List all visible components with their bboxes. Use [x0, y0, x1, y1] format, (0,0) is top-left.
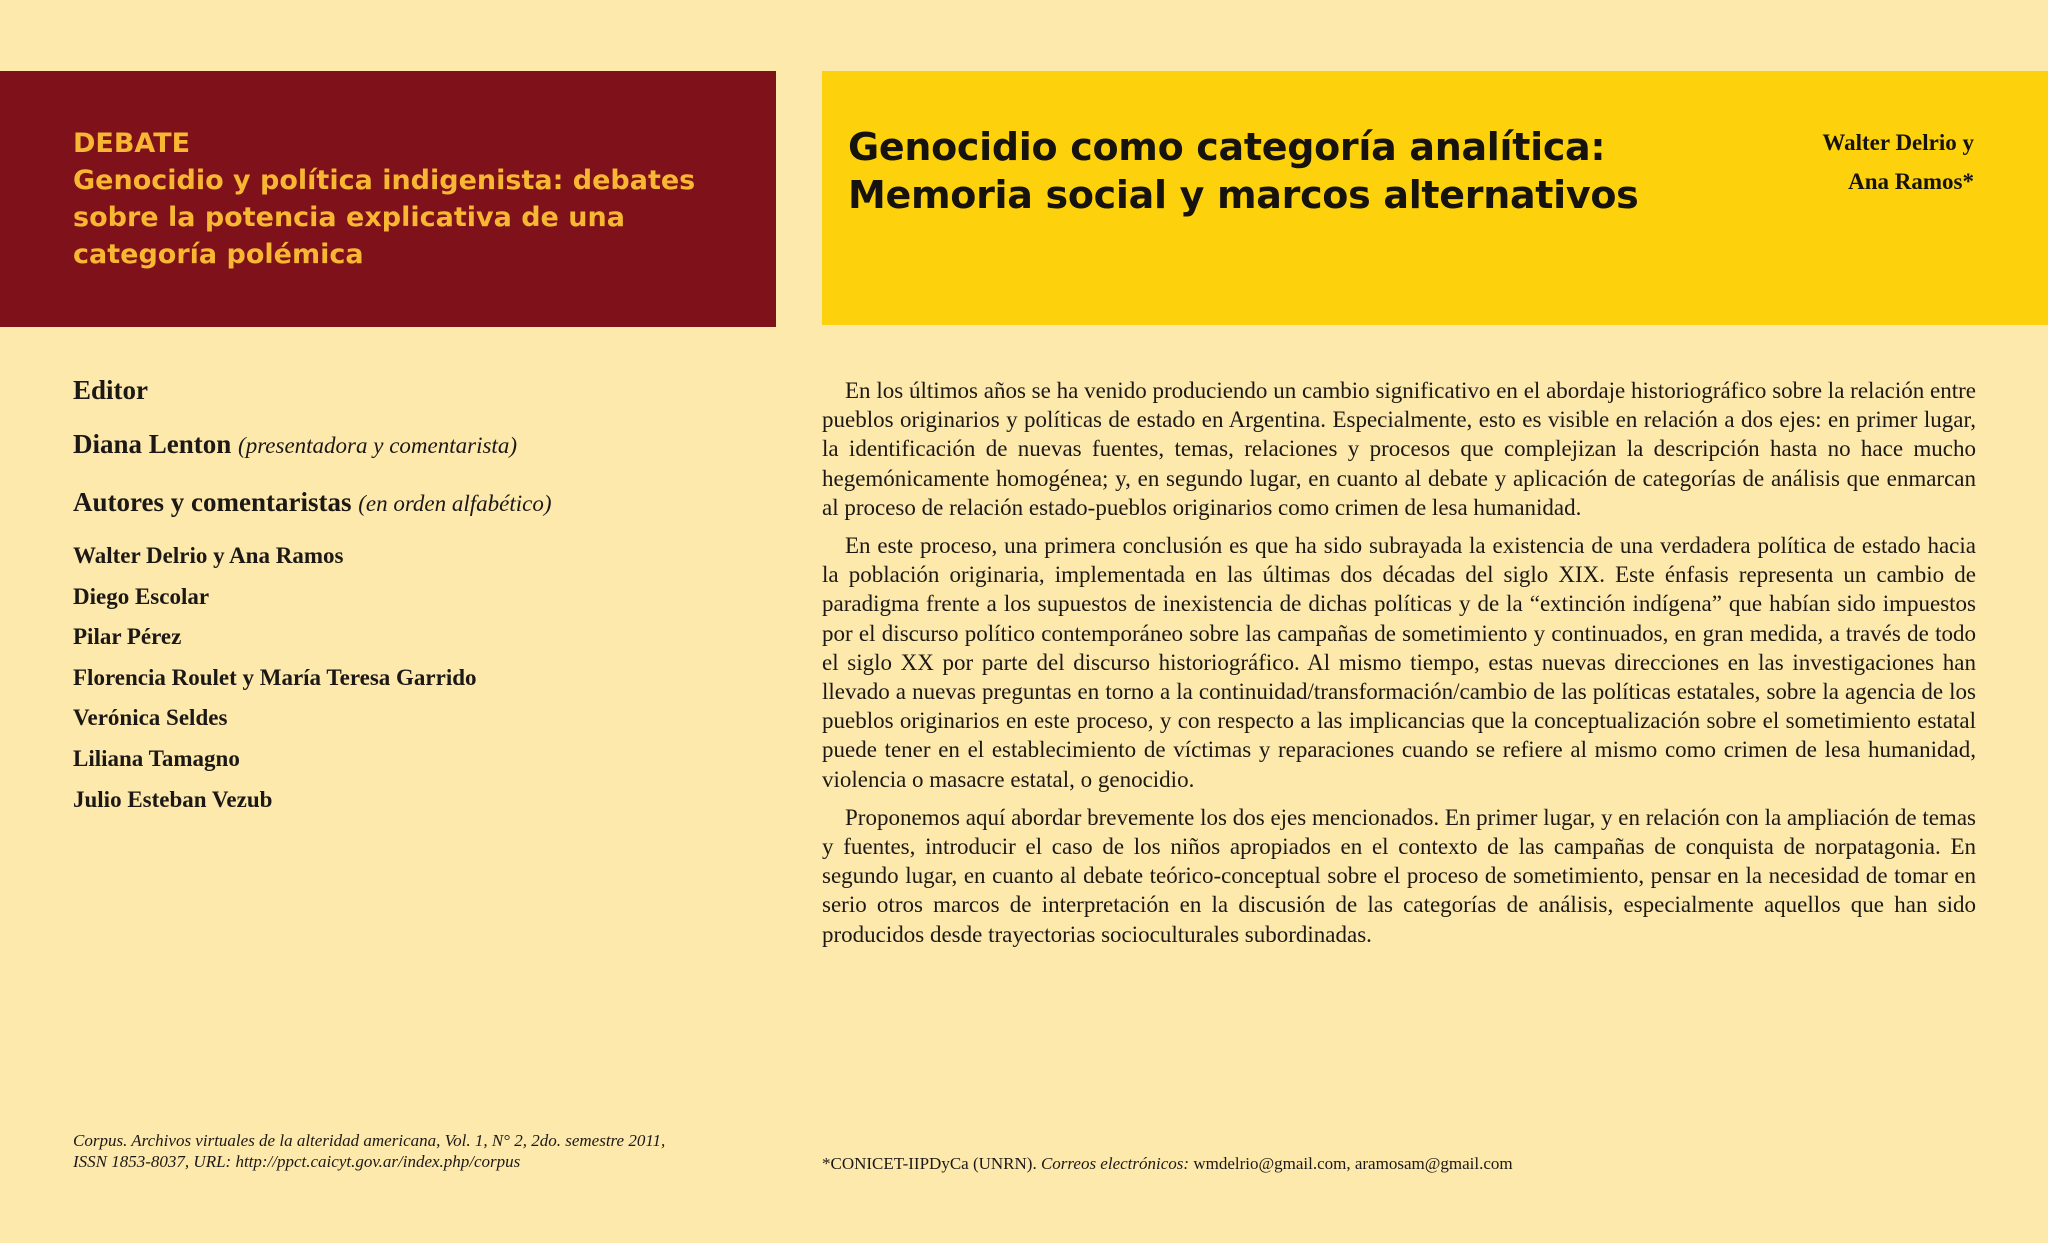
body-paragraph: En los últimos años se ha venido produciendo un cambio significativo en el abordaje historiográfico sobre la relación entre pueblos originarios y políticas de estado en Argentina. Especialmente, esto es visible en relación a dos ejes: en primer lugar, la identificación de nuevas fuentes, temas, relaciones y procesos que complejizan la descripción hasta no hace mucho hegemónicamente homogénea; y, en segundo lugar, en cuanto al debate y aplicación de categorías de análisis que enmarcan al proceso de relación estado-pueblos originarios como crimen de lesa humanidad. — [822, 378, 1976, 520]
section-banner — [0, 71, 776, 327]
editor-heading: Editor — [73, 375, 149, 405]
article-body — [822, 376, 1976, 958]
citation-line-1: Corpus. Archivos virtuales de la alteridad americana, Vol. 1, N° 2, 2do. semestre 2011, — [73, 1131, 666, 1150]
author-item: Diego Escolar — [73, 583, 210, 609]
author-item: Florencia Roulet y María Teresa Garrido — [73, 664, 477, 690]
journal-citation — [73, 1130, 753, 1172]
author-item: Pilar Pérez — [73, 624, 182, 650]
author-item: Julio Esteban Vezub — [73, 786, 273, 812]
authors-heading: Autores y comentaristas — [73, 487, 352, 517]
emails: wmdelrio@gmail.com, aramosam@gmail.com — [1193, 1154, 1513, 1173]
body-paragraph: En este proceso, una primera conclusión es que ha sido subrayada la existencia de una verdadera política de estado hacia la población originaria, implementada en las últimas dos décadas del siglo XIX. Este énfasis representa un cambio de paradigma frente a los supuestos de inexistencia de dichas políticas y de la “extinción indígena” que habían sido impuestos por el discurso político contemporáneo sobre las campañas de sometimiento y continuados, en gran medida, a través de todo el siglo XX por parte del discurso historiográfico. Al mismo tiempo, estas nuevas direcciones en las investigaciones han llevado a nuevas preguntas en torno a la continuidad/transformación/cambio de las políticas estatales, sobre la agencia de los pueblos originarios en este proceso, y con respecto a las implicancias que la conceptualización sobre el sometimiento estatal puede tener en el establecimiento de víctimas y reparaciones cuando se refiere al mismo como crimen de lesa humanidad, violencia o masacre estatal, o genocidio. — [822, 533, 1976, 792]
emails-label: Correos electrónicos: — [1040, 1154, 1190, 1173]
author-item: Liliana Tamagno — [73, 745, 240, 771]
article-authors — [1654, 123, 1974, 201]
article-author-line-1: Walter Delrio y — [1822, 130, 1974, 155]
authors-note: (en orden alfabético) — [358, 491, 552, 516]
editor-name: Diana Lenton — [73, 429, 232, 459]
article-title — [848, 123, 1708, 219]
article-author-line-2: Ana Ramos* — [1848, 169, 1974, 194]
authors-entry — [73, 484, 733, 522]
article-title-line-2: Memoria social y marcos alternativos — [848, 173, 1639, 217]
section-title: Genocidio y política indigenista: debates sobre la potencia explicativa de una categoría polémica — [73, 165, 696, 270]
article-title-line-1: Genocidio como categoría analítica: — [848, 125, 1606, 169]
credits-panel — [73, 372, 733, 820]
editor-note: (presentadora y comentarista) — [238, 433, 517, 458]
article-banner — [822, 71, 2048, 325]
author-item: Verónica Seldes — [73, 705, 228, 731]
author-item: Walter Delrio y Ana Ramos — [73, 543, 344, 568]
section-label: DEBATE — [73, 128, 191, 159]
authors-list — [73, 536, 733, 820]
citation-line-2: ISSN 1853-8037, URL: http://ppct.caicyt.gov.ar/index.php/corpus — [73, 1152, 521, 1171]
editor-entry — [73, 426, 733, 464]
affiliation: *CONICET-IIPDyCa (UNRN). — [822, 1154, 1037, 1173]
author-footnote — [822, 1153, 2002, 1174]
body-paragraph: Proponemos aquí abordar brevemente los dos ejes mencionados. En primer lugar, y en relación con la ampliación de temas y fuentes, introducir el caso de los niños apropiados en el contexto de las campañas de conquista de norpatagonia. En segundo lugar, en cuanto al debate teórico-conceptual sobre el proceso de sometimiento, pensar en la necesidad de tomar en serio otros marcos de interpretación en la discusión de las categorías de análisis, especialmente aquellos que han sido producidos desde trayectorias socioculturales subordinadas. — [822, 804, 1976, 947]
